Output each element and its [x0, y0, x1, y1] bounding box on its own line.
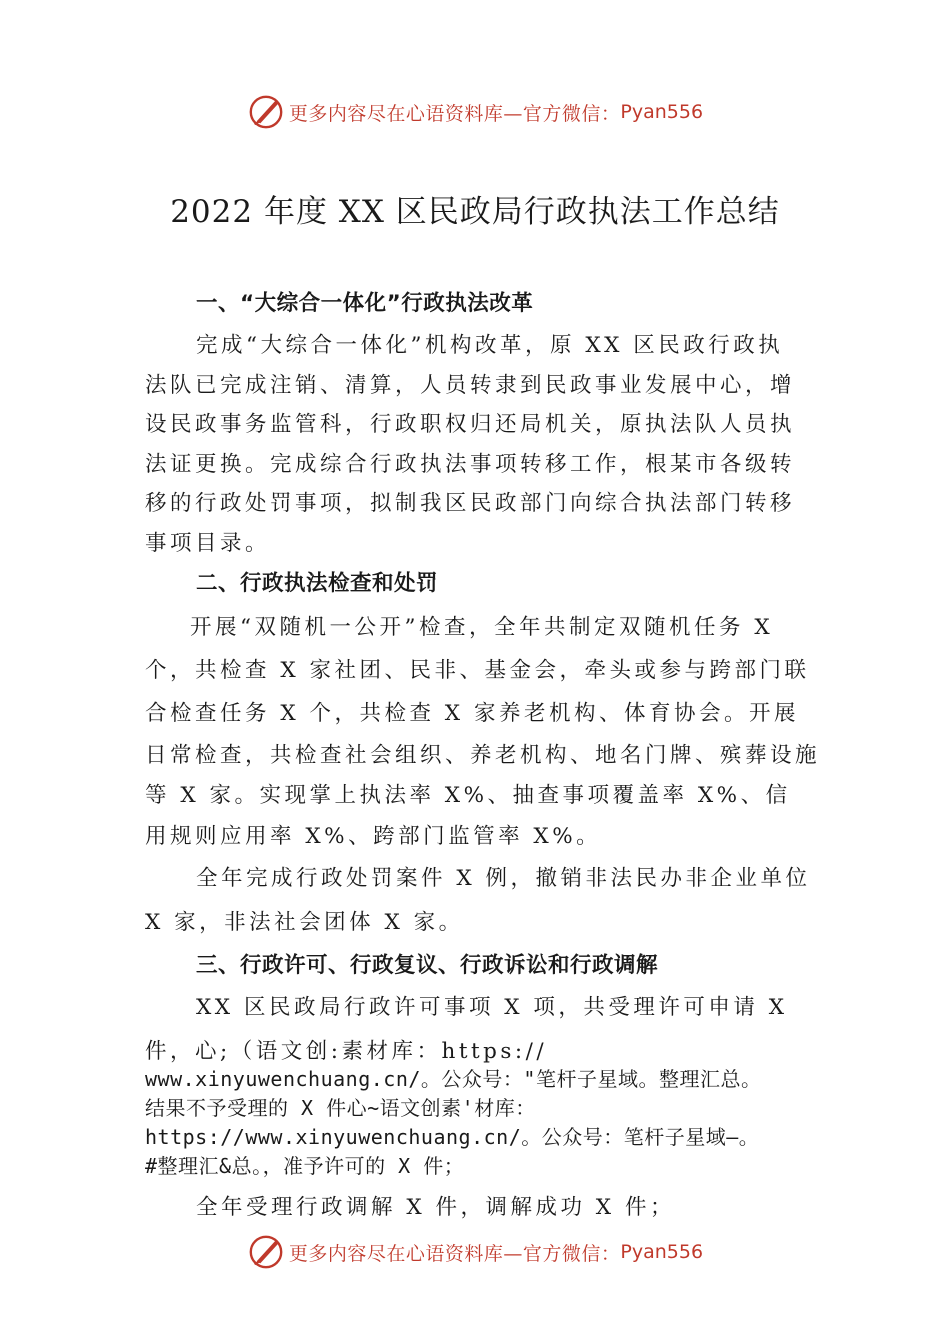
watermark-handle: Pyan556: [620, 1241, 704, 1263]
quill-logo-icon: [247, 1233, 285, 1271]
paragraph-line: 事项目录。: [145, 531, 271, 556]
paragraph-line: 法证更换。完成综合行政执法事项转移工作，根某市各级转: [145, 452, 796, 477]
quill-logo-icon: [247, 93, 285, 131]
paragraph-line: 全年受理行政调解 X 件，调解成功 X 件；: [196, 1195, 675, 1220]
paragraph-line: 移的行政处罚事项，拟制我区民政部门向综合执法部门转移: [145, 491, 796, 516]
paragraph-line: 全年完成行政处罚案件 X 例，撤销非法民办非企业单位: [196, 866, 811, 891]
document-title: 2022 年度 XX 区民政局行政执法工作总结: [170, 194, 780, 230]
paragraph-line: https://www.xinyuwenchuang.cn/。公众号：笔杆子星域—。: [145, 1125, 760, 1149]
section-heading-3: 三、行政许可、行政复议、行政诉讼和行政调解: [196, 953, 659, 978]
paragraph-line: 结果不予受理的 X 件心~语文创素'材库：: [145, 1096, 536, 1120]
watermark-handle: Pyan556: [620, 101, 704, 123]
paragraph-line: 日常检查，共检查社会组织、养老机构、地名门牌、殡葬设施: [145, 743, 821, 768]
paragraph-line: www.xinyuwenchuang.cn/。公众号："笔杆子星域。整理汇总。: [145, 1067, 762, 1091]
paragraph-line: 设民政事务监管科，行政职权归还局机关，原执法队人员执: [145, 412, 796, 437]
watermark-text: 更多内容尽在心语资料库—官方微信：: [288, 102, 621, 125]
paragraph-line: 法队已完成注销、清算，人员转隶到民政事业发展中心，增: [145, 373, 796, 398]
paragraph-line: X 家，非法社会团体 X 家。: [145, 910, 464, 935]
paragraph-line: #整理汇&总。，准予许可的 X 件；: [145, 1154, 465, 1178]
watermark-banner-top: [0, 92, 950, 132]
paragraph-line: 开展“双随机一公开”检查，全年共制定双随机任务 X: [190, 615, 774, 640]
paragraph-line: 等 X 家。实现掌上执法率 X%、抽查事项覆盖率 X%、信: [145, 783, 791, 808]
paragraph-line: 个，共检查 X 家社团、民非、基金会，牵头或参与跨部门联: [145, 658, 810, 683]
watermark-text: 更多内容尽在心语资料库—官方微信：: [288, 1242, 621, 1265]
paragraph-line: 用规则应用率 X%、跨部门监管率 X%。: [145, 824, 602, 849]
paragraph-line: 完成“大综合一体化”机构改革，原 XX 区民政行政执: [196, 333, 784, 358]
paragraph-line: 合检查任务 X 个，共检查 X 家养老机构、体育协会。开展: [145, 701, 799, 726]
section-heading-1: 一、“大综合一体化”行政执法改革: [196, 291, 534, 316]
section-heading-2: 二、行政执法检查和处罚: [196, 571, 439, 596]
paragraph-line: 件，心;（语文创:素材库：https://: [145, 1039, 548, 1064]
watermark-banner-bottom: [0, 1232, 950, 1272]
paragraph-line: XX 区民政局行政许可事项 X 项，共受理许可申请 X: [196, 995, 788, 1020]
